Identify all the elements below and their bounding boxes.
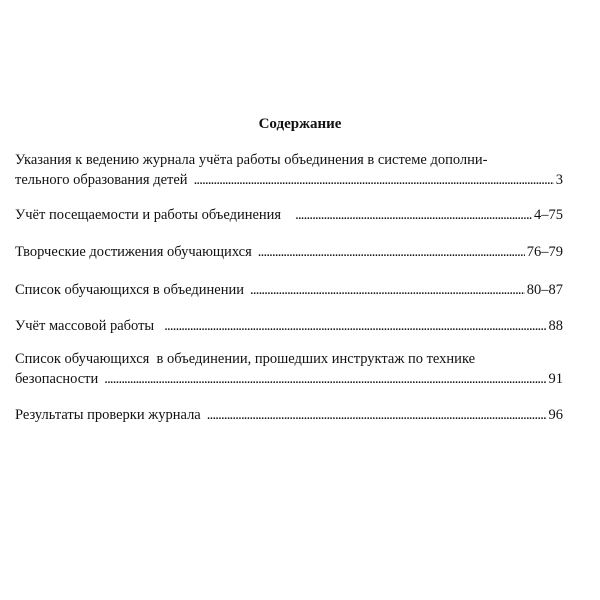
toc-entry-first-line: Указания к ведению журнала учёта работы объединения в системе дополни- <box>15 152 488 168</box>
toc-entry-text: Творческие достижения обучающихся <box>15 244 252 260</box>
dot-leader <box>258 242 525 262</box>
toc-entry-text: Список обучающихся в объединении <box>15 282 245 298</box>
toc-entry-page: 4–75 <box>534 207 563 223</box>
dot-leader <box>250 280 525 300</box>
toc-entry[interactable] <box>15 242 563 262</box>
dot-leader <box>164 316 546 336</box>
toc-entry-first-line: Список обучающихся в объединении, прошедших инструктаж по технике <box>15 351 476 367</box>
toc-title: Содержание <box>258 116 342 132</box>
toc-entry-page: 76–79 <box>526 244 563 260</box>
toc-entry[interactable] <box>15 280 563 300</box>
toc-entry-page: 80–87 <box>526 282 563 298</box>
toc-entry-page: 88 <box>548 318 563 334</box>
toc-entry[interactable] <box>15 205 563 225</box>
toc-entry-text: безопасности <box>15 371 99 387</box>
dot-leader <box>295 205 532 225</box>
toc-entry[interactable] <box>15 150 563 190</box>
dot-leader <box>207 405 547 425</box>
dot-leader <box>104 369 546 389</box>
toc-entry-text: тельного образования детей <box>15 172 188 188</box>
toc-entry-page: 96 <box>548 407 563 423</box>
toc-entry-page: 91 <box>548 371 563 387</box>
dot-leader <box>194 170 554 190</box>
toc-entry-page: 3 <box>555 172 563 188</box>
toc-entry-text: Учёт посещаемости и работы объединения <box>15 207 282 223</box>
toc-entry-text: Учёт массовой работы <box>15 318 155 334</box>
toc-entry[interactable] <box>15 316 563 336</box>
toc-entry[interactable] <box>15 405 563 425</box>
toc-entry-text: Результаты проверки журнала <box>15 407 201 423</box>
toc-entry[interactable] <box>15 349 563 389</box>
